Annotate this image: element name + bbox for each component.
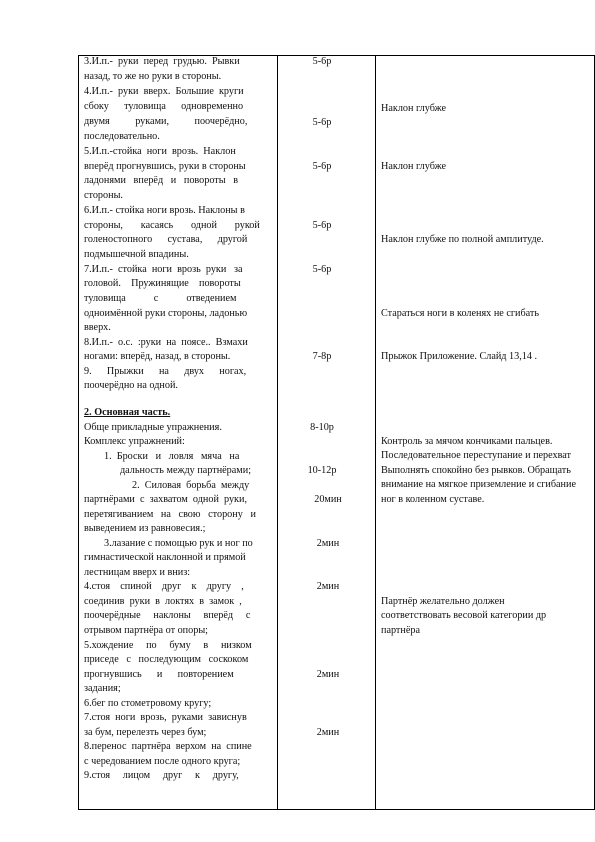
note-partner-line-2: соответствовать весовой категории др [381, 610, 547, 621]
dosage-m7: 2мин [316, 727, 340, 738]
note-ex8: Прыжок Приложение. Слайд 13,14 . [381, 351, 538, 362]
note-main-line-4: внимание на мягкое приземление и сгибание [381, 479, 576, 490]
ex7-line-2: головой. Пружинящие повороты [84, 278, 241, 289]
ex7-line-5: вверх. [84, 322, 111, 333]
ex9-line-2: поочерёдно на одной. [84, 380, 178, 391]
dosage-ex8: 7-8р [312, 351, 332, 362]
m2-line-4: выведением из равновесия.; [84, 523, 206, 534]
m3-line-2: гимнастической наклонной и прямой [84, 552, 246, 563]
dosage-ex6: 5-6р [312, 220, 332, 231]
note-main-line-5: ног в коленном суставе. [381, 494, 485, 505]
ex4-line-1: 4.И.п.- руки вверх. Большие круги [84, 86, 244, 97]
table-border-col2 [375, 55, 376, 810]
m8-line-1: 8.перенос партнёра верхом на спине [84, 741, 252, 752]
main-part-line-2: Комплекс упражнений: [84, 436, 185, 447]
note-main-line-3: Выполнять спокойно без рывков. Обращать [381, 465, 571, 476]
ex7-line-3: туловища с отведением [84, 293, 237, 304]
dosage-m4: 2мин [316, 581, 340, 592]
main-part-line-1: Обще прикладные упражнения. [84, 422, 222, 433]
ex3-line-1: 3.И.п.- руки перед грудью. Рывки [84, 56, 240, 67]
note-main-block [381, 436, 594, 506]
ex3-line-2: назад, то же но руки в стороны. [84, 71, 222, 82]
ex6-line-2: стороны, касаясь одной рукой [84, 220, 260, 231]
m4-line-1: 4.стоя спиной друг к другу , [84, 581, 244, 592]
dosage-main: 8-10р [310, 422, 334, 433]
ex8-line-2: ногами: вперёд, назад, в стороны. [84, 351, 231, 362]
note-partner-line-1: Партнёр желательно должен [381, 596, 505, 607]
ex5-line-3: ладонями вперёд и повороты в [84, 175, 239, 186]
m3-line-1: 3.лазание с помощью рук и ног по [104, 538, 253, 549]
m3-line-3: лестницам вверх и вниз: [84, 567, 191, 578]
m4-line-2: соединив руки в локтях в замок , [84, 596, 242, 607]
ex5-line-2: вперёд прогнувшись, руки в стороны [84, 161, 246, 172]
m8-line-2: с чередованием после одного круга; [84, 756, 241, 767]
ex4-line-3: двумя руками, поочерёдно, [84, 116, 248, 127]
ex5-line-4: стороны. [84, 190, 123, 201]
m5-line-4: задания; [84, 683, 121, 694]
dosage-ex5: 5-6р [312, 161, 332, 172]
note-ex7: Стараться ноги в коленях не сгибать [381, 308, 540, 319]
note-ex4: Наклон глубже [381, 103, 447, 114]
ex4-line-2: сбоку туловища одновременно [84, 101, 244, 112]
table-border-left [78, 55, 79, 810]
ex6-line-1: 6.И.п.- стойка ноги врозь. Наклоны в [84, 205, 245, 216]
m1-line-2: дальность между партнёрами; [120, 465, 252, 476]
dosage-m5: 2мин [316, 669, 340, 680]
ex7-line-1: 7.И.п.- стойка ноги врозь руки за [84, 264, 243, 275]
main-exercise-9: 9.стоя лицом друг к другу, [84, 770, 239, 781]
m7-line-2: за бум, перелезть через бум; [84, 727, 207, 738]
dosage-m2: 20мин [314, 494, 342, 505]
m5-line-2: приседе с последующим соскоком [84, 654, 249, 665]
note-ex5: Наклон глубже [381, 161, 447, 172]
note-main-line-2: Последовательное переступание и перехват [381, 450, 572, 461]
m4-line-4: отрывом партнёра от опоры; [84, 625, 208, 636]
main-exercise-6: 6.бег по стометровому кругу; [84, 698, 212, 709]
table-border-bottom [78, 809, 595, 810]
ex8-line-1: 8.И.п.- о.с. :руки на поясе.. Взмахи [84, 337, 248, 348]
main-part-heading: 2. Основная часть. [84, 407, 171, 418]
note-partner-line-3: партнёра [381, 625, 420, 636]
ex7-line-4: одноимённой руки стороны, ладонью [84, 308, 248, 319]
ex6-line-3: голеностопного сустава, другой [84, 234, 248, 245]
dosage-m3: 2мин [316, 538, 340, 549]
m5-line-1: 5.хождение по буму в низком [84, 640, 252, 651]
dosage-ex3: 5-6р [312, 56, 332, 67]
dosage-ex4: 5-6р [312, 117, 332, 128]
note-main-line-1: Контроль за мячом кончиками пальцев. [381, 436, 553, 447]
dosage-ex7: 5-6р [312, 264, 332, 275]
ex9-line-1: 9. Прыжки на двух ногах, [84, 366, 247, 377]
m2-line-3: перетягиванием на свою сторону и [84, 509, 256, 520]
ex5-line-1: 5.И.п.-стойка ноги врозь. Наклон [84, 146, 236, 157]
note-partner-block [381, 596, 594, 640]
m2-line-2: партнёрами с захватом одной руки, [84, 494, 247, 505]
ex4-line-4: последовательно. [84, 131, 160, 142]
dosage-m1: 10-12р [307, 465, 337, 476]
note-ex6: Наклон глубже по полной амплитуде. [381, 234, 544, 245]
ex6-line-4: подмышечной впадины. [84, 249, 189, 260]
m4-line-3: поочерёдные наклоны вперёд с [84, 610, 251, 621]
m5-line-3: прогнувшись и повторением [84, 669, 234, 680]
m1-line-1: 1. Броски и ловля мяча на [104, 451, 240, 462]
m2-line-1: 2. Силовая борьба между [132, 480, 250, 491]
m7-line-1: 7.стоя ноги врозь, руками зависнув [84, 712, 247, 723]
